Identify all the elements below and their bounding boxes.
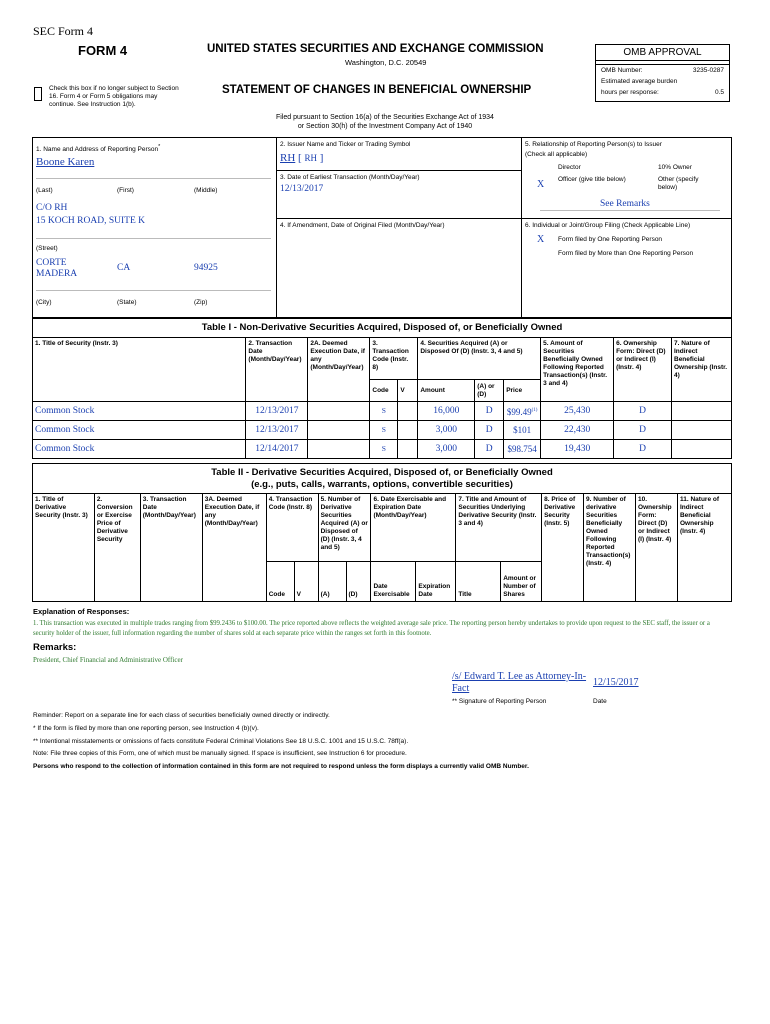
box5-sub: (Check all applicable) [525,151,588,158]
one-person-option: Form filed by One Reporting Person [558,236,663,243]
issuer-line: RH [ RH ] [280,152,324,164]
t1-header-code: 3. Transaction Code (Instr. 8) [370,338,418,380]
commission-title: UNITED STATES SECURITIES AND EXCHANGE COMMISSION [207,43,544,55]
remarks-text: President, Chief Financial and Administrative Officer [33,656,183,664]
row-owned: 25,430 [541,402,614,421]
city-value: CORTE MADERA [36,258,78,279]
box6-label: 6. Individual or Joint/Group Filing (Check Applicable Line) [525,222,691,229]
t1-header-nature: 7. Nature of Indirect Beneficial Ownership (Instr. 4) [672,338,732,402]
row-code: S [370,421,398,440]
row-form: D [614,440,672,459]
box3-label: 3. Date of Earliest Transaction (Month/Day/Year) [280,174,420,181]
table-row [33,421,732,440]
row-owned: 22,430 [541,421,614,440]
filed-pursuant-2: or Section 30(h) of the Investment Company Act of 1940 [297,123,473,130]
note-multiple: * If the form is filed by more than one reporting person, see Instruction 4 (b)(v). [33,725,259,732]
signature-label: ** Signature of Reporting Person [452,698,547,705]
t2-header-number-owned: 9. Number of derivative Securities Beneficially Owned Following Reported Transaction(s) (Instr. 4) [584,494,636,602]
row-price: $98.754 [504,440,541,459]
row-form: D [614,421,672,440]
omb-number-label: OMB Number: [601,67,643,74]
row-amount: 16,000 [418,402,475,421]
row-price: $99.49 [506,406,532,417]
t2-sub-code: Code [266,562,294,602]
box1-label: 1. Name and Address of Reporting Person* [36,144,161,154]
one-person-mark: X [537,234,545,245]
t2-header-deemed: 3A. Deemed Execution Date, if any (Month/Day/Year) [202,494,266,602]
signature: /s/ Edward T. Lee as Attorney-In-Fact [452,671,587,694]
city-label: (City) [36,299,52,306]
last-label: (Last) [36,187,53,194]
middle-label: (Middle) [194,187,218,194]
street-label: (Street) [36,245,58,252]
t2-sub-title: Title [456,562,501,602]
table1-title-row [32,318,732,337]
omb-number-value: 3235-0287 [692,67,724,74]
no-longer-subject-checkbox[interactable] [34,87,42,101]
t1-header-title: 1. Title of Security (Instr. 3) [33,338,246,402]
box2-label: 2. Issuer Name and Ticker or Trading Symbol [280,141,411,148]
t1-sub-aord: (A) or (D) [475,380,504,402]
row-title: Common Stock [33,402,246,421]
explanation-text: 1. This transaction was executed in multiple trades ranging from $99.2436 to $100.00. The price reported above reflects the weighted average sale price. The reporting person hereby undertakes to provide upon request to the SEC staff, the issuer or a security holder of the issuer, full information regarding the number of shares sold at each separate price within the ranges set forth in this footnote. [33,620,710,637]
row-ad: D [475,402,504,421]
note-omb: Persons who respond to the collection of information contained in this form are not required to respond unless the form displays a currently valid OMB Number. [33,763,529,770]
form-title: FORM 4 [78,43,128,58]
signature-date: 12/15/2017 [593,677,639,688]
t2-header-conversion: 2. Conversion or Exercise Price of Derivative Security [94,494,140,602]
other-option: Other (specify below) [658,176,699,191]
t1-header-amount-owned: 5. Amount of Securities Beneficially Owned Following Reported Transaction(s) (Instr. 3 and 4) [541,338,614,402]
state-value: CA [117,263,131,273]
checkbox-text: Check this box if no longer subject to Section 16. Form 4 or Form 5 obligations may continue. See Instruction 1(b). [49,85,179,108]
row-date: 12/13/2017 [246,402,308,421]
t1-header-ownership-form: 6. Ownership Form: Direct (D) or Indirect (I) (Instr. 4) [614,338,672,402]
row-amount: 3,000 [418,421,475,440]
t2-header-price: 8. Price of Derivative Security (Instr. 5) [542,494,584,602]
address-line-1: C/O RH [36,203,68,213]
non-derivative-table [32,337,732,459]
omb-hours-value: 0.5 [714,89,724,96]
remarks-title: Remarks: [33,642,77,653]
t2-sub-d: (D) [346,562,371,602]
t1-sub-code: Code [370,380,398,402]
row-footnote[interactable]: (1) [531,407,538,413]
t2-header-underlying: 7. Title and Amount of Securities Underlying Derivative Security (Instr. 3 and 4) [456,494,542,562]
row-title: Common Stock [33,440,246,459]
first-label: (First) [117,187,134,194]
t2-header-title: 1. Title of Derivative Security (Instr. 3) [33,494,95,602]
t2-sub-expiration: Expiration Date [416,562,456,602]
omb-burden-label: Estimated average burden [601,78,678,85]
reporting-person-name[interactable]: Boone Karen [36,156,95,168]
row-ad: D [475,440,504,459]
box5-label: 5. Relationship of Reporting Person(s) to Issuer [525,141,662,148]
row-date: 12/13/2017 [246,421,308,440]
omb-hours-label: hours per response: [601,89,659,96]
t2-sub-v: V [294,562,318,602]
table-row [33,402,732,421]
note-reminder: Reminder: Report on a separate line for each class of securities beneficially owned directly or indirectly. [33,712,330,719]
sec-form-label: SEC Form 4 [33,24,94,38]
statement-title: STATEMENT OF CHANGES IN BENEFICIAL OWNERSHIP [222,84,532,96]
t1-sub-amount: Amount [418,380,475,402]
table2-title-row [32,463,732,493]
t1-header-deemed: 2A. Deemed Execution Date, if any (Month/Day/Year) [308,338,370,402]
t2-sub-a: (A) [318,562,346,602]
date-label: Date [593,698,607,705]
officer-title: See Remarks [600,199,650,209]
omb-title: OMB APPROVAL [596,45,729,61]
ten-pct-owner-option: 10% Owner [658,164,692,171]
director-option: Director [558,164,581,171]
t2-header-exercisable: 6. Date Exercisable and Expiration Date (Month/Day/Year) [371,494,456,562]
t2-header-number: 5. Number of Derivative Securities Acquired (A) or Disposed of (D) (Instr. 3, 4 and 5) [318,494,371,562]
table2-subtitle: (e.g., puts, calls, warrants, options, convertible securities) [251,479,513,490]
issuer-name-link[interactable]: RH [280,152,296,164]
t1-header-date: 2. Transaction Date (Month/Day/Year) [246,338,308,402]
ticker: RH [304,153,317,163]
table2-title: Table II - Derivative Securities Acquired, Disposed of, or Beneficially Owned [211,467,553,478]
row-form: D [614,402,672,421]
t2-header-date: 3. Transaction Date (Month/Day/Year) [140,494,202,602]
t1-header-securities: 4. Securities Acquired (A) or Disposed Of (D) (Instr. 3, 4 and 5) [418,338,541,380]
t2-header-code: 4. Transaction Code (Instr. 8) [266,494,318,562]
address-line-2: 15 KOCH ROAD, SUITE K [36,216,145,226]
row-price: $101 [504,421,541,440]
location: Washington, D.C. 20549 [345,58,427,67]
note-copies: Note: File three copies of this Form, one of which must be manually signed. If space is insufficient, see Instruction 6 for procedure. [33,750,407,757]
officer-mark: X [537,179,545,190]
row-date: 12/14/2017 [246,440,308,459]
t1-sub-v: V [398,380,418,402]
earliest-transaction-date: 12/13/2017 [280,184,324,194]
t2-sub-amount: Amount or Number of Shares [501,562,542,602]
t2-header-nature: 11. Nature of Indirect Beneficial Ownership (Instr. 4) [677,494,731,602]
t2-sub-exercisable: Date Exercisable [371,562,416,602]
zip-value: 94925 [194,263,218,273]
row-title: Common Stock [33,421,246,440]
explanation-title: Explanation of Responses: [33,607,130,616]
zip-label: (Zip) [194,299,208,306]
row-code: S [370,402,398,421]
row-owned: 19,430 [541,440,614,459]
row-ad: D [475,421,504,440]
derivative-table [32,493,732,602]
state-label: (State) [117,299,137,306]
officer-option: Officer (give title below) [558,176,626,183]
table-row [33,440,732,459]
t2-header-ownership-form: 10. Ownership Form: Direct (D) or Indirect (I) (Instr. 4) [636,494,678,602]
t1-sub-price: Price [504,380,541,402]
filed-pursuant-1: Filed pursuant to Section 16(a) of the Securities Exchange Act of 1934 [276,114,494,121]
row-amount: 3,000 [418,440,475,459]
row-code: S [370,440,398,459]
table1-title: Table I - Non-Derivative Securities Acquired, Disposed of, or Beneficially Owned [201,322,563,333]
multiple-persons-option: Form filed by More than One Reporting Person [558,250,694,257]
omb-approval-box [595,44,730,102]
note-misstatements: ** Intentional misstatements or omissions of facts constitute Federal Criminal Violations See 18 U.S.C. 1001 and 15 U.S.C. 78ff(a). [33,738,409,745]
box4-label: 4. If Amendment, Date of Original Filed (Month/Day/Year) [280,222,445,229]
